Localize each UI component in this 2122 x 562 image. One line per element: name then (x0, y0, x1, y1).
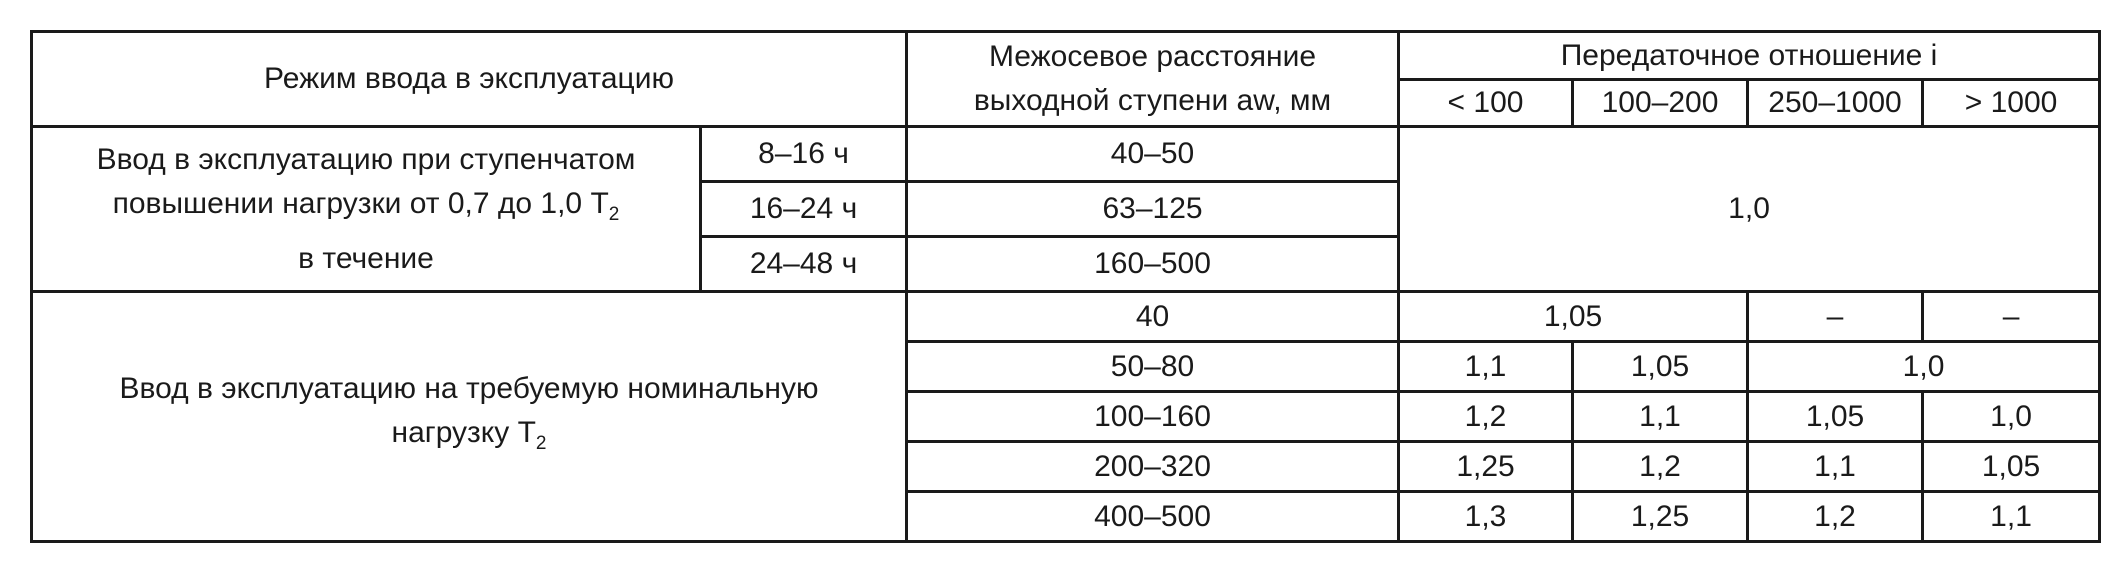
time-cell: 16–24 ч (701, 182, 907, 237)
distance-cell: 40–50 (907, 127, 1399, 182)
value-cell: – (1748, 292, 1923, 342)
section1-label-line2-text: повышении нагрузки от 0,7 до 1,0 T (112, 186, 609, 220)
value-cell: 1,25 (1573, 492, 1748, 542)
value-cell: 1,0 (1748, 342, 2100, 392)
header-ratio-lt100: < 100 (1399, 80, 1573, 127)
header-ratio: Передаточное отношение i (1399, 32, 2100, 80)
value-cell: 1,2 (1399, 392, 1573, 442)
header-ratio-100-200: 100–200 (1573, 80, 1748, 127)
value-cell: 1,2 (1573, 442, 1748, 492)
subscript-2: 2 (608, 203, 620, 225)
value-cell: 1,1 (1573, 392, 1748, 442)
section2-label-line1: Ввод в эксплуатацию на требуемую номинальную (119, 372, 819, 405)
header-distance-line1: Межосевое расстояние (988, 40, 1317, 73)
section1-label-line3: в течение (298, 241, 434, 275)
commissioning-table (30, 30, 2101, 543)
subscript-2: 2 (535, 433, 547, 454)
header-distance (907, 32, 1399, 127)
value-cell: 1,2 (1748, 492, 1923, 542)
section2-label-line2 (39, 411, 899, 466)
header-ratio-gt1000: > 1000 (1923, 80, 2100, 127)
section1-value: 1,0 (1399, 127, 2100, 292)
section1-label-line1: Ввод в эксплуатацию при ступенчатом (96, 142, 636, 176)
value-cell: 1,1 (1923, 492, 2100, 542)
header-mode: Режим ввода в эксплуатацию (32, 32, 907, 127)
value-cell: 1,05 (1748, 392, 1923, 442)
time-cell: 24–48 ч (701, 237, 907, 292)
value-cell: 1,1 (1399, 342, 1573, 392)
value-cell: – (1923, 292, 2100, 342)
value-cell: 1,05 (1399, 292, 1748, 342)
distance-cell: 200–320 (907, 442, 1399, 492)
distance-cell: 40 (907, 292, 1399, 342)
distance-cell: 160–500 (907, 237, 1399, 292)
table-container (30, 30, 2098, 542)
header-ratio-250-1000: 250–1000 (1748, 80, 1923, 127)
value-cell: 1,05 (1923, 442, 2100, 492)
time-cell: 8–16 ч (701, 127, 907, 182)
value-cell: 1,05 (1573, 342, 1748, 392)
distance-cell: 400–500 (907, 492, 1399, 542)
value-cell: 1,25 (1399, 442, 1573, 492)
value-cell: 1,3 (1399, 492, 1573, 542)
section1-label (32, 127, 701, 292)
value-cell: 1,1 (1748, 442, 1923, 492)
distance-cell: 50–80 (907, 342, 1399, 392)
distance-cell: 63–125 (907, 182, 1399, 237)
header-distance-line2: выходной ступени aw, мм (973, 84, 1332, 117)
distance-cell: 100–160 (907, 392, 1399, 442)
value-cell: 1,0 (1923, 392, 2100, 442)
section2-label-line2-text: нагрузку T (391, 416, 536, 449)
section2-label (32, 292, 907, 542)
section1-label-line2 (39, 182, 693, 237)
